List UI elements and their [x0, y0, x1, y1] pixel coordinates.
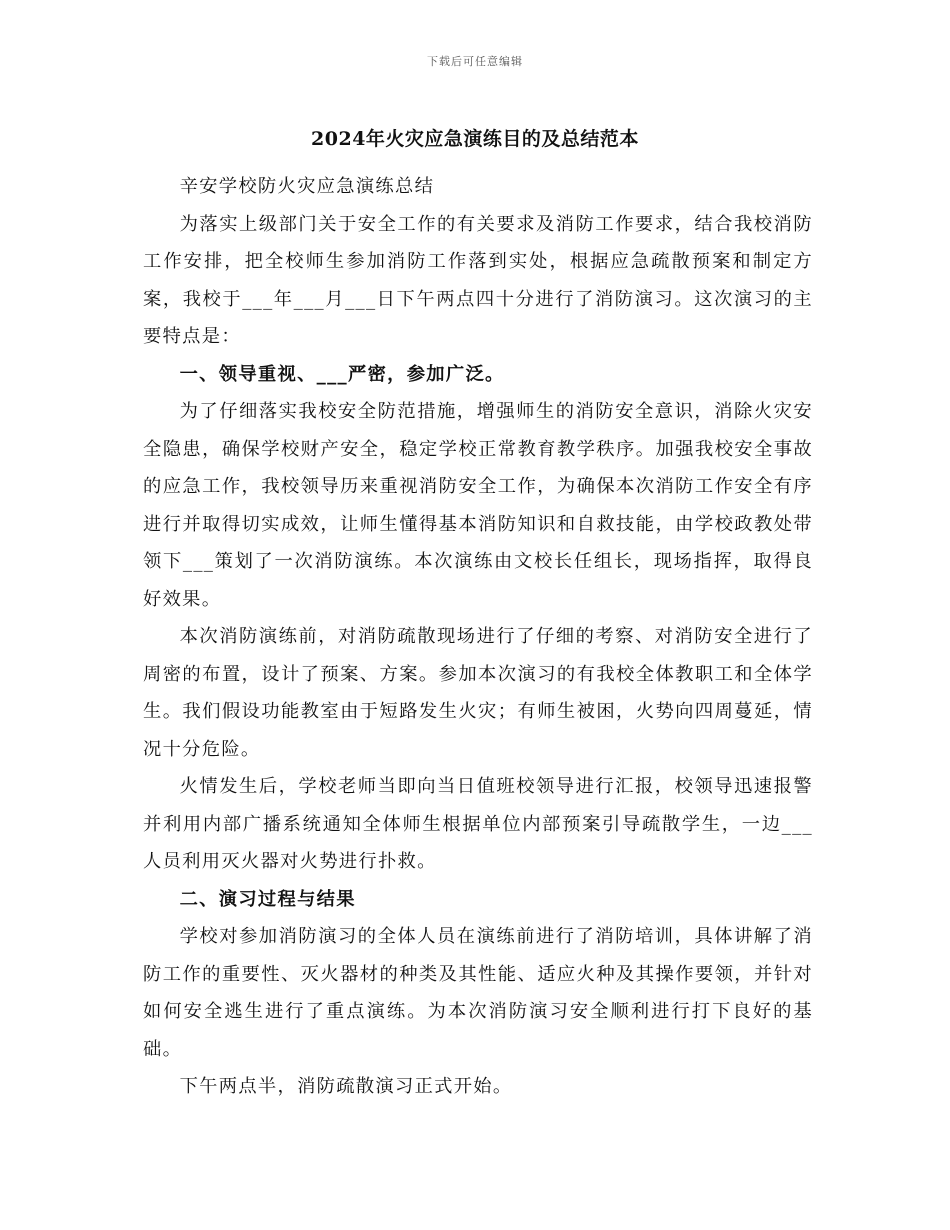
- body-paragraph: 火情发生后，学校老师当即向当日值班校领导进行汇报，校领导迅速报警并利用内部广播系统通知全体师生根据单位内部预案引导疏散学生，一边___人员利用灭火器对火势进行扑救。: [143, 776, 813, 872]
- body-paragraph: 学校对参加消防演习的全体人员在演练前进行了消防培训，具体讲解了消防工作的重要性、灭火器材的种类及其性能、适应火种及其操作要领，并针对如何安全逃生进行了重点演练。为本次消防演习安全顺利进行打下良好的基础。: [143, 926, 813, 1060]
- document-body: [143, 168, 813, 1106]
- subtitle-paragraph: 辛安学校防火灾应急演练总结: [179, 176, 435, 197]
- body-paragraph: 为了仔细落实我校安全防范措施，增强师生的消防安全意识，消除火灾安全隐患，确保学校财产安全，稳定学校正常教育教学秩序。加强我校安全事故的应急工作，我校领导历来重视消防安全工作，为确保本次消防工作安全有序进行并取得切实成效，让师生懂得基本消防知识和自救技能，由学校政教处带领下___策划了一次消防演练。本次演练由文校长任组长，现场指挥，取得良好效果。: [143, 401, 813, 610]
- section-heading-2: 二、演习过程与结果: [179, 888, 356, 910]
- document-title: 2024年火灾应急演练目的及总结范本: [311, 128, 639, 150]
- section-heading-1: 一、领导重视、___严密，参加广泛。: [179, 363, 505, 385]
- body-paragraph: 本次消防演练前，对消防疏散现场进行了仔细的考察、对消防安全进行了周密的布置，设计了预案、方案。参加本次演习的有我校全体教职工和全体学生。我们假设功能教室由于短路发生火灾；有师生被困，火势向四周蔓延，情况十分危险。: [143, 626, 813, 760]
- body-paragraph: 为落实上级部门关于安全工作的有关要求及消防工作要求，结合我校消防工作安排，把全校师生参加消防工作落到实处，根据应急疏散预案和制定方案，我校于___年___月___日下午两点四十分进行了消防演习。这次演习的主要特点是：: [143, 213, 813, 347]
- page-header-note: 下载后可任意编辑: [427, 55, 523, 68]
- body-paragraph: 下午两点半，消防疏散演习正式开始。: [179, 1076, 513, 1097]
